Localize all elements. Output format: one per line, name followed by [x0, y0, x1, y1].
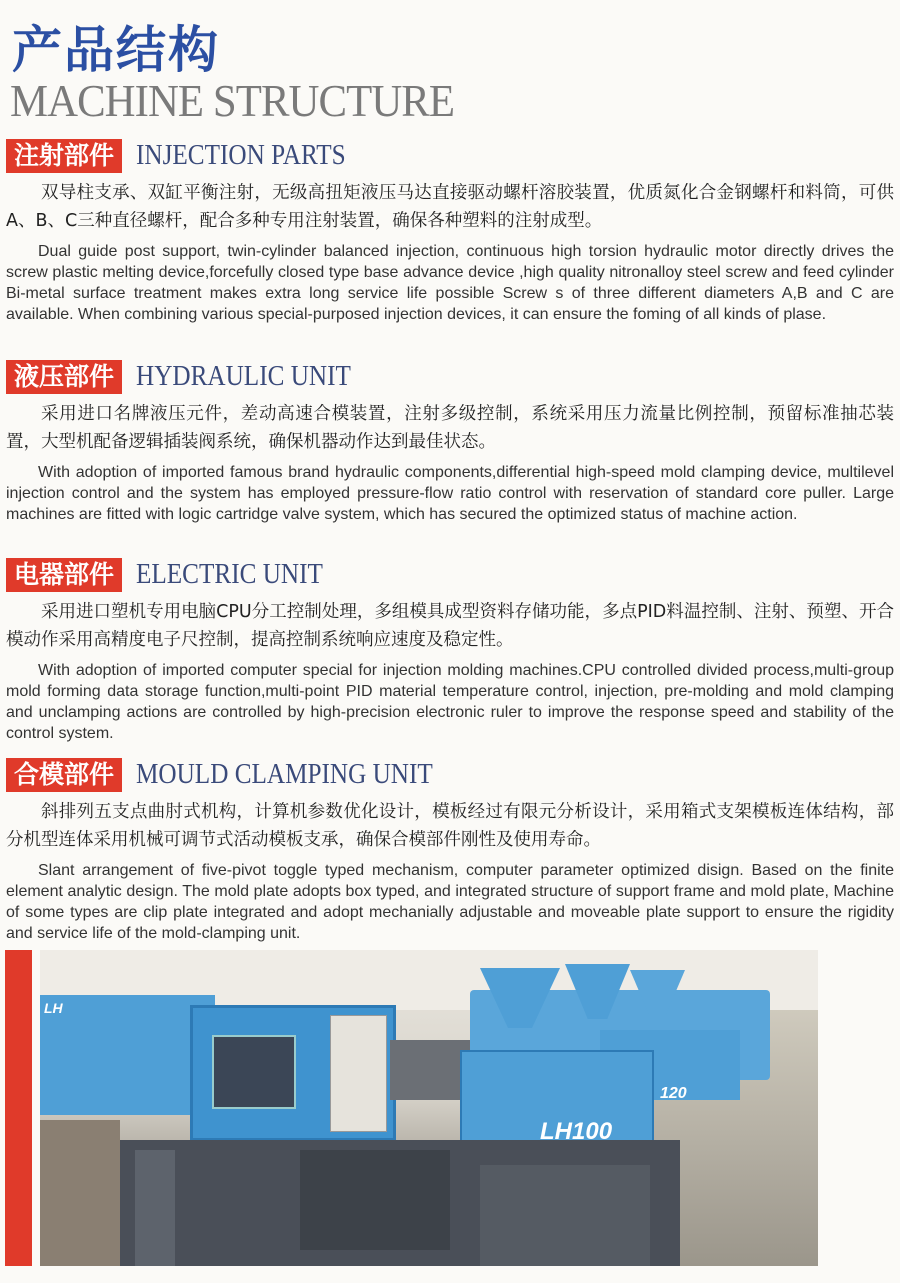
section-electric-unit	[6, 558, 894, 744]
section-hydraulic-unit	[6, 360, 894, 525]
section-badge: 合模部件	[6, 758, 122, 792]
base-panel	[300, 1150, 450, 1250]
section-mould-clamping-unit	[6, 758, 894, 944]
brand-mark: LH	[44, 1000, 63, 1016]
door-window	[212, 1035, 296, 1109]
control-panel	[330, 1015, 387, 1132]
section-text-cn: 斜排列五支点曲肘式机构，计算机参数优化设计，模板经过有限元分析设计，采用箱式支架模板连体结构，部分机型连体采用机械可调节式活动模板支承，确保合模部件刚性及使用寿命。	[6, 802, 894, 850]
base-panel	[480, 1165, 650, 1266]
section-badge: 注射部件	[6, 139, 122, 173]
factory-photo	[40, 950, 818, 1266]
section-text-en: With adoption of imported famous brand hydraulic components,differential high-speed mold clamping device, multilevel injection control and the system has employed pressure-flow ratio control with reservation of standard core puller. Large machines are fitted with logic cartridge valve system, which has secured the optimized status of machine action.	[6, 464, 894, 523]
section-text-en: With adoption of imported computer special for injection molding machines.CPU controlled divided process,multi-group mold forming data storage function,multi-point PID material temperature control, injection, pre-molding and mold clamping and unclamping actions are controlled by high-precision electronic ruler to improve the response speed and stability of the control system.	[6, 662, 894, 742]
section-title: MOULD CLAMPING UNIT	[136, 759, 433, 790]
section-title: HYDRAULIC UNIT	[136, 361, 351, 392]
section-badge: 电器部件	[6, 558, 122, 592]
floor-equipment	[40, 1120, 120, 1266]
section-text-cn: 采用进口名牌液压元件，差动高速合模装置，注射多级控制，系统采用压力流量比例控制，预留标准抽芯装置，大型机配备逻辑插装阀系统，确保机器动作达到最佳状态。	[6, 404, 894, 452]
section-title: ELECTRIC UNIT	[136, 559, 323, 590]
section-injection-parts	[6, 139, 894, 325]
section-badge: 液压部件	[6, 360, 122, 394]
section-text-en: Slant arrangement of five-pivot toggle typed mechanism, computer parameter optimized disign. Based on the finite element analytic design. The mold plate adopts box typed, and integrated structure of support frame and mold plate, Machine of some types are clip plate integrated and adopt mechanially adjustable and moveable plate support to ensure the rigidity and service life of the mold-clamping unit.	[6, 862, 894, 942]
page-title-cn: 产品结构	[12, 21, 220, 79]
barrel	[390, 1040, 470, 1100]
machine-label-120: 120	[660, 1085, 687, 1102]
base-leg	[135, 1150, 175, 1266]
section-text-cn: 采用进口塑机专用电脑CPU分工控制处理，多组模具成型资料存储功能，多点PID料温控制、注射、预塑、开合模动作采用高精度电子尺控制，提高控制系统响应速度及稳定性。	[6, 602, 894, 650]
machine-label: LH100	[540, 1118, 613, 1145]
main-machine-clamp	[40, 995, 215, 1115]
page-title-en: MACHINE STRUCTURE	[10, 75, 455, 126]
section-text-cn: 双导柱支承、双缸平衡注射，无级高扭矩液压马达直接驱动螺杆溶胶装置，优质氮化合金钢螺杆和料筒，可供A、B、C三种直径螺杆，配合多种专用注射装置，确保各种塑料的注射成型。	[6, 183, 894, 231]
section-text-en: Dual guide post support, twin-cylinder balanced injection, continuous high torsion hydraulic motor directly drives the screw plastic melting device,forcefully closed type base advance device ,high quality nitronalloy steel screw and feed cylinder Bi-metal surface treatment makes extra long service life possible Screw s of three different diameters A,B and C are available. When combining various special-purposed injection devices, it can ensure the foming of all kinds of plase.	[6, 243, 894, 323]
section-title: INJECTION PARTS	[136, 140, 346, 171]
photo-accent-bar	[5, 950, 32, 1266]
